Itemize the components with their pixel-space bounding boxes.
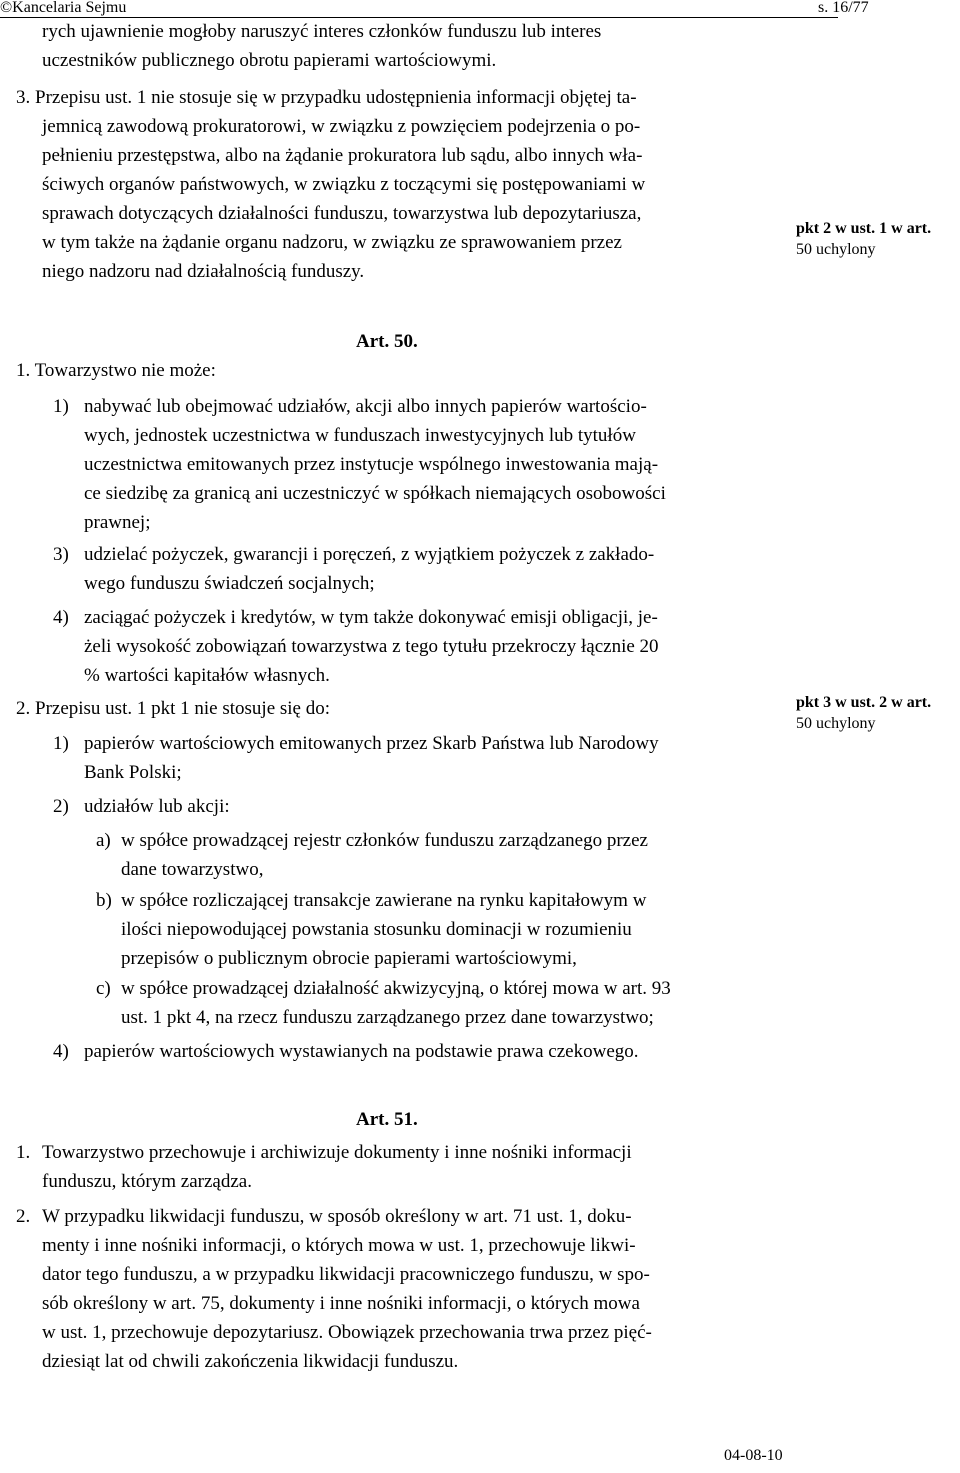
art50-paragraph-1: 1. Towarzystwo nie może: (16, 360, 216, 381)
art50-p2-item-2a (121, 826, 786, 884)
margin-note-2 (796, 692, 960, 734)
text-line: Bank Polski; (84, 762, 182, 783)
header-page-number: s. 16/77 (818, 0, 869, 16)
item-label: a) (96, 830, 111, 851)
text-line: pełnieniu przestępstwa, albo na żądanie prokuratora lub sądu, albo innych wła- (42, 145, 643, 166)
note-reference: pkt 2 w ust. 1 w art. (796, 220, 932, 237)
paragraph-3-continued (42, 112, 786, 286)
art50-p2-item-2b (121, 886, 786, 973)
text-line: dator tego funduszu, a w przypadku likwidacji pracowniczego funduszu, w spo- (42, 1264, 650, 1285)
text-line: nabywać lub obejmować udziałów, akcji albo innych papierów wartościo- (84, 396, 647, 417)
art50-p2-item-2c (121, 974, 786, 1032)
item-label: 1) (53, 396, 69, 417)
text-line: papierów wartościowych emitowanych przez Skarb Państwa lub Narodowy (84, 733, 659, 754)
paragraph-3 (16, 83, 786, 112)
text-line: w spółce prowadzącej rejestr członków funduszu zarządzanego przez (121, 830, 648, 851)
text-line: wych, jednostek uczestnictwa w funduszach inwestycyjnych lub tytułów (84, 425, 636, 446)
text-line: % wartości kapitałów własnych. (84, 665, 330, 686)
text-line: 3. Przepisu ust. 1 nie stosuje się w przypadku udostępnienia informacji objętej ta- (16, 87, 637, 108)
text-line: w tym także na żądanie organu nadzoru, w związku ze sprawowaniem przez (42, 232, 622, 253)
art50-item-4 (84, 603, 786, 690)
text-line: w ust. 1, przechowuje depozytariusz. Obowiązek przechowania trwa przez pięć- (42, 1322, 652, 1343)
text-line: w spółce rozliczającej transakcje zawierane na rynku kapitałowym w (121, 890, 647, 911)
text-line: funduszu, którym zarządza. (42, 1171, 252, 1192)
text-line: uczestnictwa emitowanych przez instytucje wspólnego inwestowania mają- (84, 454, 659, 475)
text-line: W przypadku likwidacji funduszu, w sposób określony w art. 71 ust. 1, doku- (42, 1206, 632, 1227)
art50-item-3 (84, 540, 786, 598)
art50-item-1 (84, 392, 786, 537)
note-status: 50 uchylony (796, 241, 876, 258)
text-line: rych ujawnienie mogłoby naruszyć interes członków funduszu lub interes (42, 21, 602, 42)
footer-date: 04-08-10 (724, 1447, 783, 1464)
item-label: 2) (53, 796, 69, 817)
text-line: niego nadzoru nad działalnością funduszy. (42, 261, 365, 282)
note-status: 50 uchylony (796, 715, 876, 732)
text-line: sób określony w art. 75, dokumenty i inne nośniki informacji, o których mowa (42, 1293, 640, 1314)
text-line: zaciągać pożyczek i kredytów, w tym także dokonywać emisji obligacji, je- (84, 607, 658, 628)
item-label: 4) (53, 1041, 69, 1062)
text-line: dane towarzystwo, (121, 859, 264, 880)
item-label: 4) (53, 607, 69, 628)
text-line: udzielać pożyczek, gwarancji i poręczeń, z wyjątkiem pożyczek z zakłado- (84, 544, 655, 565)
item-label: 3) (53, 544, 69, 565)
item-label: 2. (16, 1206, 31, 1227)
text-line: uczestników publicznego obrotu papierami wartościowymi. (42, 50, 497, 71)
text-line: sprawach dotyczących działalności funduszu, towarzystwa lub depozytariusza, (42, 203, 642, 224)
art51-paragraph-2 (42, 1202, 786, 1376)
text-line: menty i inne nośniki informacji, o których mowa w ust. 1, przechowuje likwi- (42, 1235, 636, 1256)
margin-note-1 (796, 218, 960, 260)
art50-p2-item-4: papierów wartościowych wystawianych na podstawie prawa czekowego. (84, 1041, 639, 1062)
text-line: ust. 1 pkt 4, na rzecz funduszu zarządzanego przez dane towarzystwo; (121, 1007, 654, 1028)
header-source: ©Kancelaria Sejmu (0, 0, 127, 16)
text-line: ce siedzibę za granicą ani uczestniczyć w spółkach niemających osobowości (84, 483, 666, 504)
art51-paragraph-1 (42, 1138, 786, 1196)
text-line: przepisów o publicznym obrocie papierami wartościowymi, (121, 948, 577, 969)
item-label: b) (96, 890, 112, 911)
text-line: prawnej; (84, 512, 151, 533)
art50-p2-item-1 (84, 729, 786, 787)
continued-paragraph (42, 17, 786, 75)
text-line: w spółce prowadzącej działalność akwizycyjną, o której mowa w art. 93 (121, 978, 671, 999)
item-label: c) (96, 978, 111, 999)
text-line: jemnicą zawodową prokuratorowi, w związku z powzięciem podejrzenia o po- (42, 116, 641, 137)
note-reference: pkt 3 w ust. 2 w art. (796, 694, 932, 711)
text-line: żeli wysokość zobowiązań towarzystwa z tego tytułu przekroczy łącznie 20 (84, 636, 659, 657)
art50-p2-item-2: udziałów lub akcji: (84, 796, 230, 817)
article-50-heading: Art. 50. (356, 331, 418, 352)
text-line: Towarzystwo przechowuje i archiwizuje dokumenty i inne nośniki informacji (42, 1142, 632, 1163)
item-label: 1) (53, 733, 69, 754)
text-line: ilości niepowodującej powstania stosunku dominacji w rozumieniu (121, 919, 632, 940)
text-line: wego funduszu świadczeń socjalnych; (84, 573, 375, 594)
article-51-heading: Art. 51. (356, 1109, 418, 1130)
text-line: dziesiąt lat od chwili zakończenia likwidacji funduszu. (42, 1351, 459, 1372)
item-label: 1. (16, 1142, 31, 1163)
art50-paragraph-2: 2. Przepisu ust. 1 pkt 1 nie stosuje się do: (16, 698, 331, 719)
text-line: ściwych organów państwowych, w związku z toczącymi się postępowaniami w (42, 174, 646, 195)
